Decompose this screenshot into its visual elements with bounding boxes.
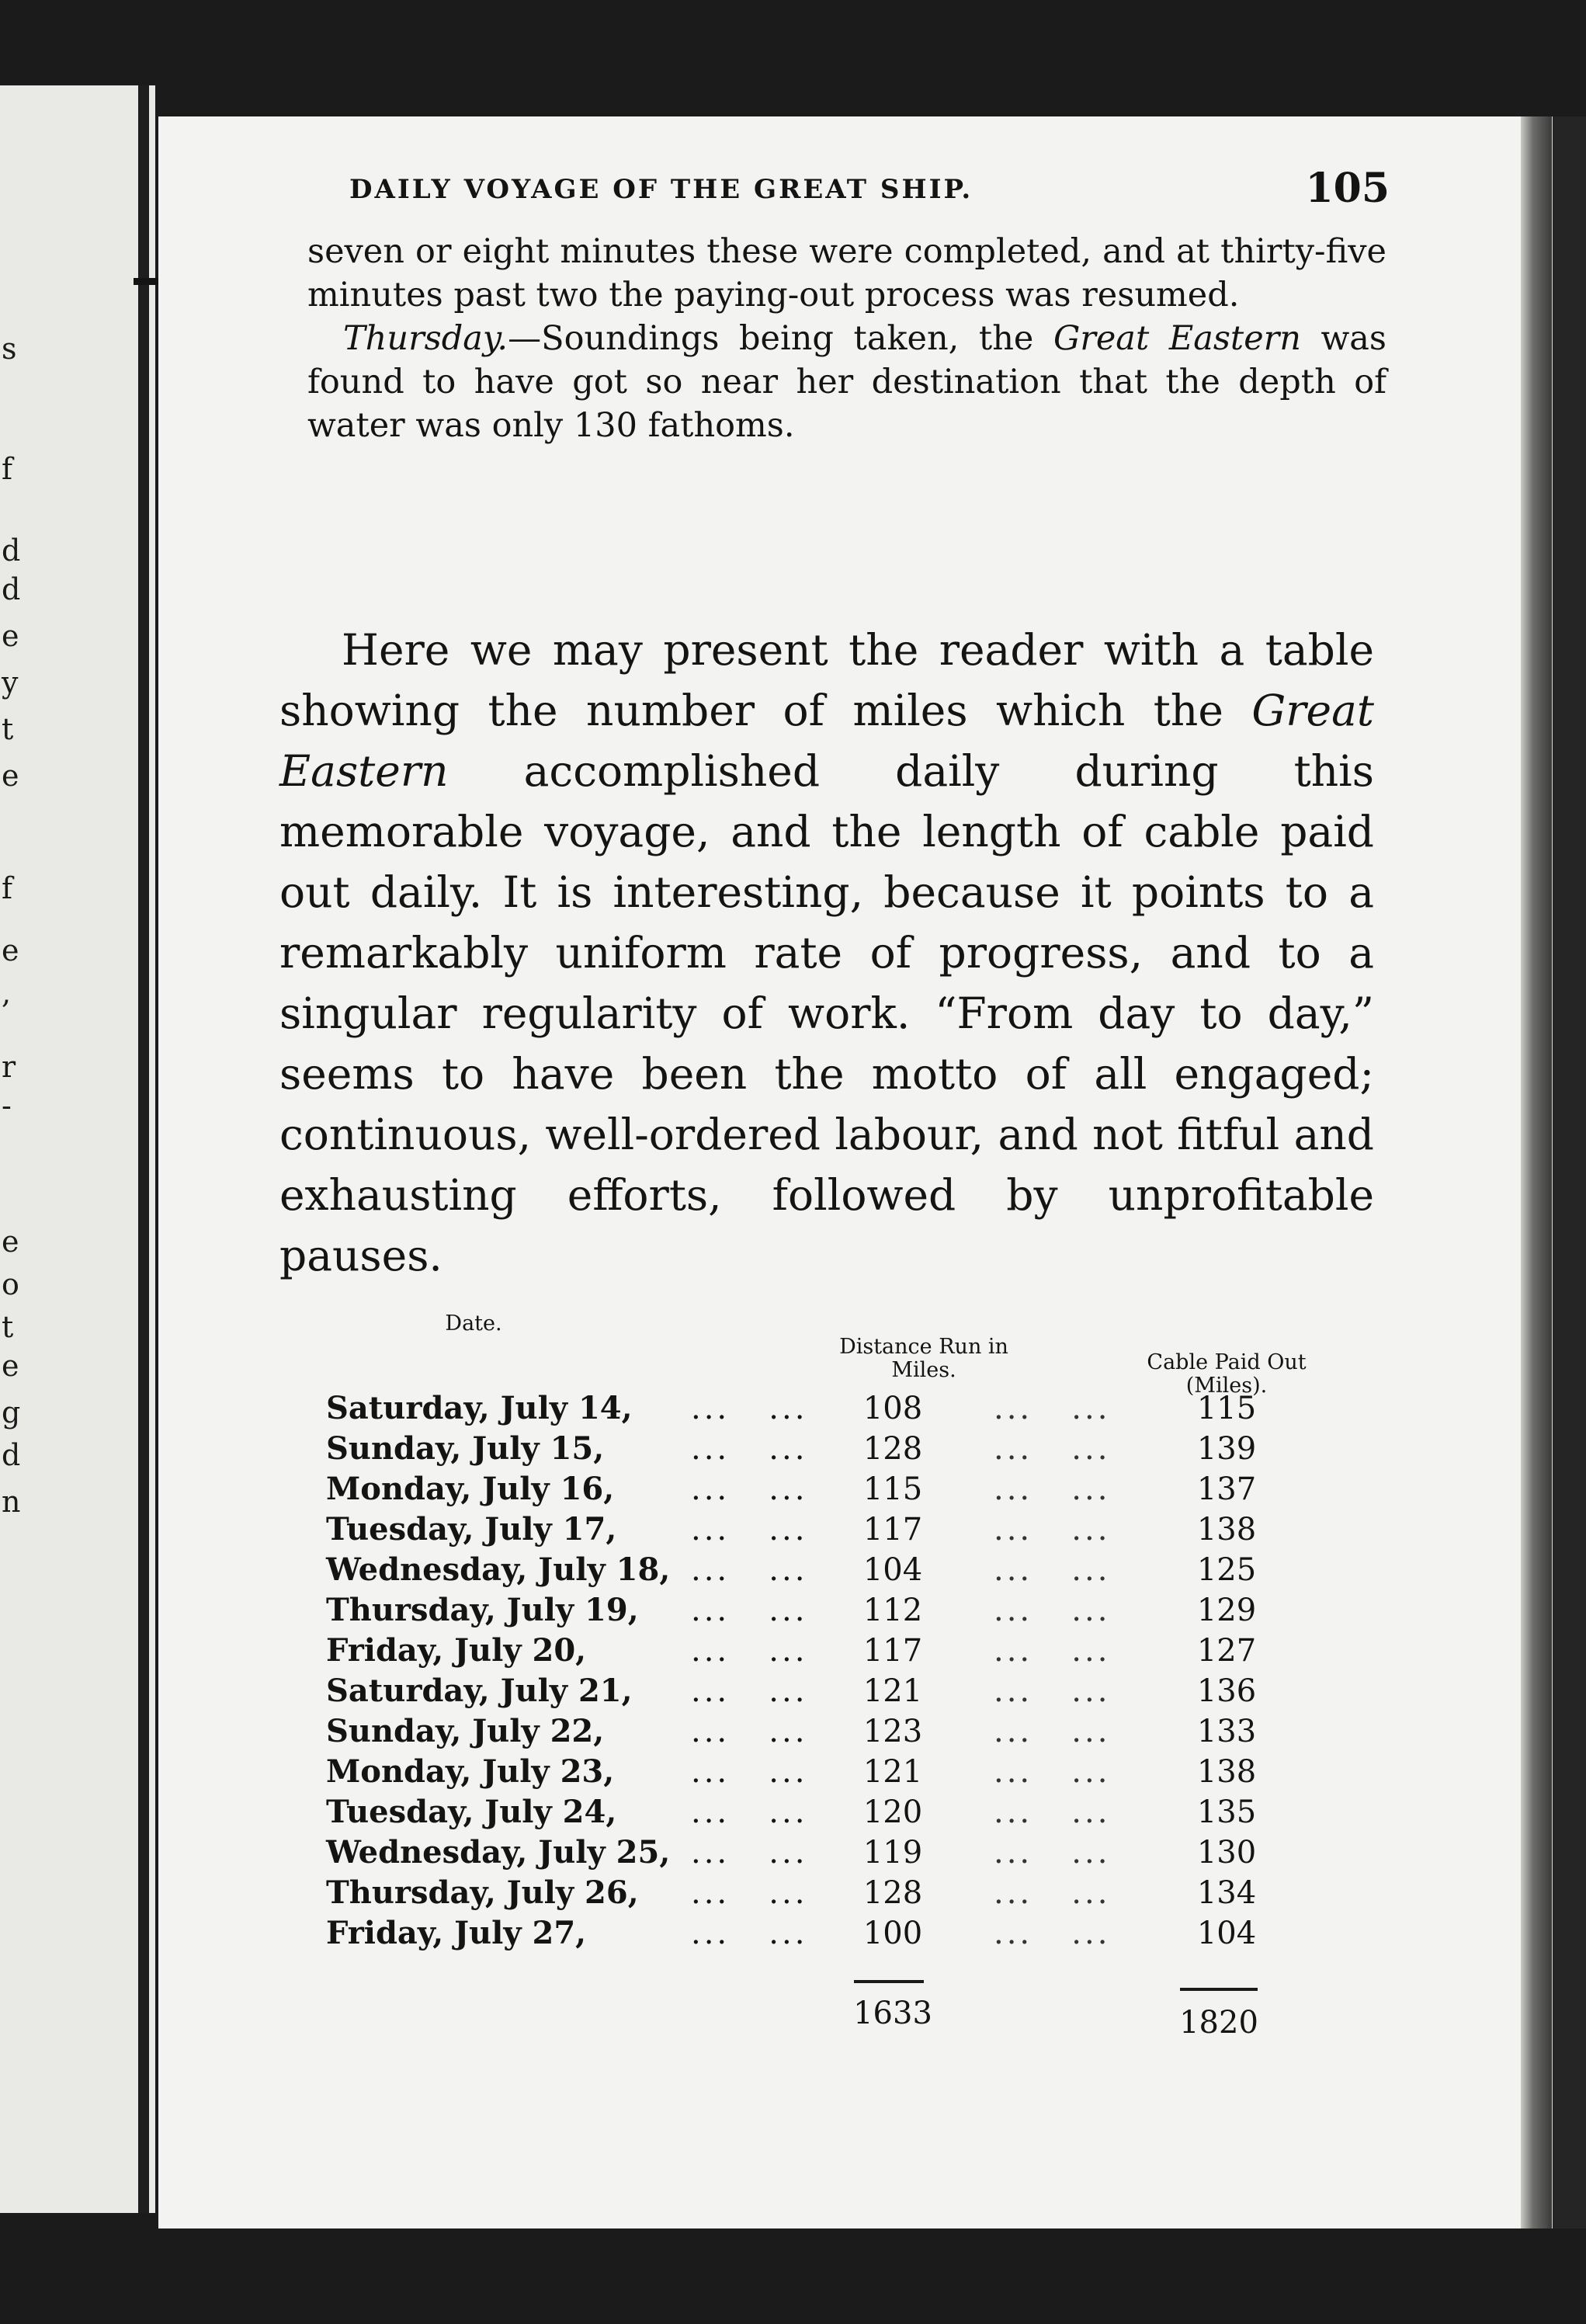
- row-cable: 134: [1196, 1875, 1257, 1911]
- leader-dots: ... ...: [691, 1391, 808, 1426]
- row-cable: 104: [1196, 1916, 1257, 1951]
- table-row: [311, 1913, 1382, 1954]
- row-distance: 117: [862, 1512, 923, 1548]
- leader-dots: ... ...: [994, 1552, 1111, 1588]
- row-date: Friday, July 27,: [326, 1915, 587, 1951]
- row-distance: 100: [862, 1916, 923, 1951]
- row-cable: 127: [1196, 1633, 1257, 1669]
- entry-text: was found to have got so near her destination that the depth of water was only 130 fathoms.: [307, 319, 1386, 445]
- row-date: Thursday, July 19,: [326, 1592, 639, 1628]
- row-date: Monday, July 16,: [326, 1471, 615, 1507]
- row-date: Monday, July 23,: [326, 1753, 615, 1790]
- facing-page-char: f: [2, 871, 13, 905]
- thursday-entry: [307, 317, 1386, 447]
- row-date: Tuesday, July 17,: [326, 1511, 617, 1548]
- facing-page-char: d: [2, 533, 21, 568]
- row-distance: 108: [862, 1391, 923, 1426]
- row-cable: 115: [1196, 1391, 1257, 1426]
- row-cable: 139: [1196, 1431, 1257, 1467]
- table-row: [311, 1873, 1382, 1913]
- row-distance: 128: [862, 1431, 923, 1467]
- leader-dots: ... ...: [691, 1593, 808, 1628]
- row-cable: 136: [1196, 1673, 1257, 1709]
- total-distance: 1633: [853, 1996, 932, 2031]
- leader-dots: ... ...: [691, 1754, 808, 1790]
- leader-dots: ... ...: [691, 1471, 808, 1507]
- leader-dots: ... ...: [994, 1512, 1111, 1548]
- facing-page-char: e: [2, 619, 19, 653]
- facing-page-char: g: [2, 1395, 21, 1429]
- facing-page-char: o: [2, 1267, 19, 1301]
- continued-paragraph: [307, 230, 1386, 447]
- table-body: [311, 1388, 1382, 1954]
- page-spine-shadow: [1521, 116, 1552, 2228]
- facing-page-char: y: [2, 665, 19, 700]
- facing-page-char: e: [2, 1225, 19, 1259]
- table-row: [311, 1509, 1382, 1550]
- row-cable: 138: [1196, 1512, 1257, 1548]
- row-distance: 128: [862, 1875, 923, 1911]
- table-row: [311, 1429, 1382, 1469]
- leader-dots: ... ...: [691, 1916, 808, 1951]
- row-distance: 115: [862, 1471, 923, 1507]
- row-distance: 112: [862, 1593, 923, 1628]
- leader-dots: ... ...: [994, 1431, 1111, 1467]
- facing-page-char: d: [2, 572, 21, 606]
- scan-background-right: [1553, 116, 1586, 2228]
- leader-dots: ... ...: [691, 1835, 808, 1871]
- row-distance: 123: [862, 1714, 923, 1749]
- leader-dots: ... ...: [691, 1794, 808, 1830]
- row-cable: 130: [1196, 1835, 1257, 1871]
- facing-page-text-fragments: [0, 85, 31, 2213]
- facing-page-char: d: [2, 1438, 21, 1472]
- row-date: Tuesday, July 24,: [326, 1794, 617, 1830]
- leader-dots: ... ...: [994, 1916, 1111, 1951]
- page-number: 105: [1305, 165, 1390, 212]
- leader-dots: ... ...: [691, 1552, 808, 1588]
- row-cable: 133: [1196, 1714, 1257, 1749]
- table-row: [311, 1469, 1382, 1509]
- total-cable: 1820: [1179, 2005, 1258, 2041]
- facing-page-edge: [0, 85, 155, 2213]
- table-row: [311, 1832, 1382, 1873]
- row-distance: 117: [862, 1633, 923, 1669]
- row-cable: 138: [1196, 1754, 1257, 1790]
- row-distance: 104: [862, 1552, 923, 1588]
- main-paragraph: [279, 620, 1374, 1286]
- row-date: Sunday, July 15,: [326, 1430, 605, 1467]
- day-label: Thursday.: [343, 319, 508, 358]
- row-cable: 135: [1196, 1794, 1257, 1830]
- leader-dots: ... ...: [691, 1431, 808, 1467]
- table-row: [311, 1550, 1382, 1590]
- facing-page-char: e: [2, 1349, 19, 1383]
- column-header-date: Date.: [445, 1311, 502, 1336]
- column-header-cable: Cable Paid Out (Miles).: [1147, 1350, 1307, 1398]
- leader-dots: ... ...: [994, 1673, 1111, 1709]
- leader-dots: ... ...: [994, 1471, 1111, 1507]
- page-header: [349, 165, 1390, 219]
- table-row: [311, 1792, 1382, 1832]
- row-distance: 119: [862, 1835, 923, 1871]
- paragraph-line: seven or eight minutes these were completed, and at thirty-five minutes past two the paying-out process was resumed.: [307, 232, 1386, 314]
- ship-name: Great Eastern: [279, 686, 1374, 796]
- voyage-table: [311, 1312, 1382, 2058]
- row-cable: 129: [1196, 1593, 1257, 1628]
- row-cable: 125: [1196, 1552, 1257, 1588]
- facing-page-char: f: [2, 452, 13, 486]
- row-date: Wednesday, July 25,: [326, 1834, 671, 1871]
- column-header-distance: Distance Run in Miles.: [839, 1335, 1008, 1382]
- facing-page-char: r: [2, 1050, 16, 1084]
- leader-dots: ... ...: [994, 1391, 1111, 1426]
- row-distance: 121: [862, 1673, 923, 1709]
- facing-page-char: s: [2, 332, 17, 366]
- row-date: Saturday, July 21,: [326, 1673, 633, 1709]
- facing-page-char: ,: [2, 976, 12, 1010]
- leader-dots: ... ...: [994, 1593, 1111, 1628]
- table-row: [311, 1752, 1382, 1792]
- table-row: [311, 1388, 1382, 1429]
- leader-dots: ... ...: [994, 1794, 1111, 1830]
- facing-page-char: t: [2, 1310, 14, 1344]
- facing-page-char: e: [2, 933, 19, 967]
- row-date: Saturday, July 14,: [326, 1390, 633, 1426]
- running-head: DAILY VOYAGE OF THE GREAT SHIP.: [349, 174, 973, 205]
- entry-text: —Soundings being taken, the: [508, 319, 1053, 358]
- leader-dots: ... ...: [691, 1633, 808, 1669]
- leader-dots: ... ...: [691, 1512, 808, 1548]
- leader-dots: ... ...: [994, 1714, 1111, 1749]
- body-text-part: accomplished daily during this memorable voyage, and the length of cable paid out daily. It is interesting, because it points to a remarkably uniform rate of progress, and to a singular regularity of work. “From day to day,” seems to have been the motto of all engaged; continuous, well-ordered labour, and not fitful and exhausting efforts, followed by unprofitable pauses.: [279, 746, 1374, 1280]
- row-date: Wednesday, July 18,: [326, 1551, 671, 1588]
- total-rule-cable: [1180, 1988, 1258, 1991]
- table-row: [311, 1711, 1382, 1752]
- row-cable: 137: [1196, 1471, 1257, 1507]
- ship-name: Great Eastern: [1053, 319, 1301, 358]
- row-distance: 121: [862, 1754, 923, 1790]
- leader-dots: ... ...: [691, 1875, 808, 1911]
- facing-page-char: -: [2, 1089, 12, 1123]
- leader-dots: ... ...: [994, 1633, 1111, 1669]
- row-distance: 120: [862, 1794, 923, 1830]
- facing-page-char: e: [2, 759, 19, 793]
- body-text-part: Here we may present the reader with a table showing the number of miles which the: [279, 625, 1374, 735]
- leader-dots: ... ...: [994, 1754, 1111, 1790]
- row-date: Thursday, July 26,: [326, 1874, 639, 1911]
- leader-dots: ... ...: [994, 1875, 1111, 1911]
- table-row: [311, 1631, 1382, 1671]
- page-gutter-shadow: [138, 85, 149, 2213]
- row-date: Friday, July 20,: [326, 1632, 587, 1669]
- leader-dots: ... ...: [994, 1835, 1111, 1871]
- facing-page-char: n: [2, 1485, 21, 1519]
- table-row: [311, 1590, 1382, 1631]
- facing-page-char: t: [2, 712, 14, 746]
- total-rule-distance: [854, 1980, 924, 1983]
- leader-dots: ... ...: [691, 1714, 808, 1749]
- leader-dots: ... ...: [691, 1673, 808, 1709]
- table-row: [311, 1671, 1382, 1711]
- body-text: [279, 620, 1374, 1286]
- row-date: Sunday, July 22,: [326, 1713, 605, 1749]
